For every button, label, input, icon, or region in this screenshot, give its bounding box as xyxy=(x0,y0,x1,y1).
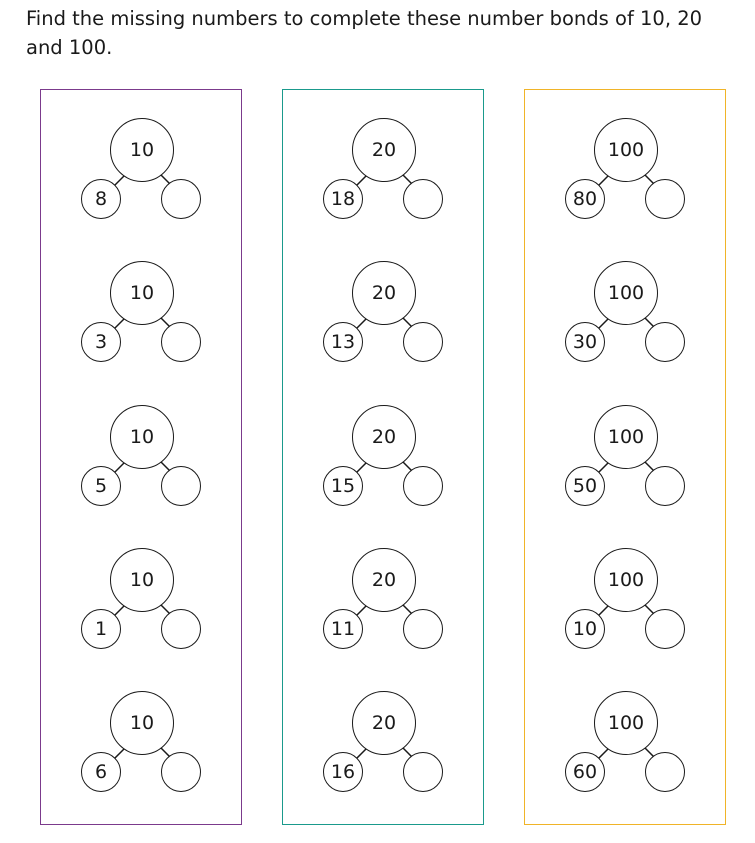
whole-circle: 20 xyxy=(352,118,416,182)
number-bond xyxy=(323,548,447,640)
missing-part-circle[interactable] xyxy=(403,466,443,506)
number-bond xyxy=(565,261,689,353)
whole-circle: 20 xyxy=(352,691,416,755)
missing-part-circle[interactable] xyxy=(403,609,443,649)
number-bond xyxy=(323,691,447,783)
number-bonds-of-10-panel xyxy=(40,89,242,825)
number-bond xyxy=(565,118,689,210)
missing-part-circle[interactable] xyxy=(161,179,201,219)
number-bond xyxy=(81,405,205,497)
number-bond xyxy=(323,405,447,497)
known-part-circle: 10 xyxy=(565,609,605,649)
known-part-circle: 3 xyxy=(81,322,121,362)
known-part-circle: 16 xyxy=(323,752,363,792)
whole-circle: 10 xyxy=(110,691,174,755)
whole-circle: 20 xyxy=(352,261,416,325)
missing-part-circle[interactable] xyxy=(161,752,201,792)
number-bonds-of-100-panel xyxy=(524,89,726,825)
number-bonds-of-20-panel xyxy=(282,89,484,825)
missing-part-circle[interactable] xyxy=(403,322,443,362)
known-part-circle: 18 xyxy=(323,179,363,219)
number-bond xyxy=(81,118,205,210)
number-bond xyxy=(323,118,447,210)
whole-circle: 100 xyxy=(594,548,658,612)
known-part-circle: 11 xyxy=(323,609,363,649)
number-bond xyxy=(323,261,447,353)
missing-part-circle[interactable] xyxy=(161,466,201,506)
whole-circle: 20 xyxy=(352,548,416,612)
known-part-circle: 60 xyxy=(565,752,605,792)
whole-circle: 100 xyxy=(594,118,658,182)
whole-circle: 10 xyxy=(110,118,174,182)
number-bond xyxy=(81,548,205,640)
number-bond xyxy=(565,405,689,497)
number-bond xyxy=(81,691,205,783)
missing-part-circle[interactable] xyxy=(161,322,201,362)
known-part-circle: 1 xyxy=(81,609,121,649)
number-bond xyxy=(81,261,205,353)
number-bond xyxy=(565,691,689,783)
whole-circle: 20 xyxy=(352,405,416,469)
missing-part-circle[interactable] xyxy=(645,466,685,506)
known-part-circle: 15 xyxy=(323,466,363,506)
known-part-circle: 13 xyxy=(323,322,363,362)
number-bond xyxy=(565,548,689,640)
missing-part-circle[interactable] xyxy=(645,179,685,219)
known-part-circle: 5 xyxy=(81,466,121,506)
whole-circle: 10 xyxy=(110,261,174,325)
whole-circle: 100 xyxy=(594,261,658,325)
known-part-circle: 6 xyxy=(81,752,121,792)
whole-circle: 10 xyxy=(110,548,174,612)
known-part-circle: 80 xyxy=(565,179,605,219)
missing-part-circle[interactable] xyxy=(403,179,443,219)
missing-part-circle[interactable] xyxy=(645,609,685,649)
known-part-circle: 50 xyxy=(565,466,605,506)
whole-circle: 100 xyxy=(594,405,658,469)
whole-circle: 100 xyxy=(594,691,658,755)
missing-part-circle[interactable] xyxy=(403,752,443,792)
known-part-circle: 8 xyxy=(81,179,121,219)
whole-circle: 10 xyxy=(110,405,174,469)
missing-part-circle[interactable] xyxy=(645,752,685,792)
instructions-text: Find the missing numbers to complete these number bonds of 10, 20 and 100. xyxy=(26,7,703,59)
missing-part-circle[interactable] xyxy=(161,609,201,649)
missing-part-circle[interactable] xyxy=(645,322,685,362)
known-part-circle: 30 xyxy=(565,322,605,362)
